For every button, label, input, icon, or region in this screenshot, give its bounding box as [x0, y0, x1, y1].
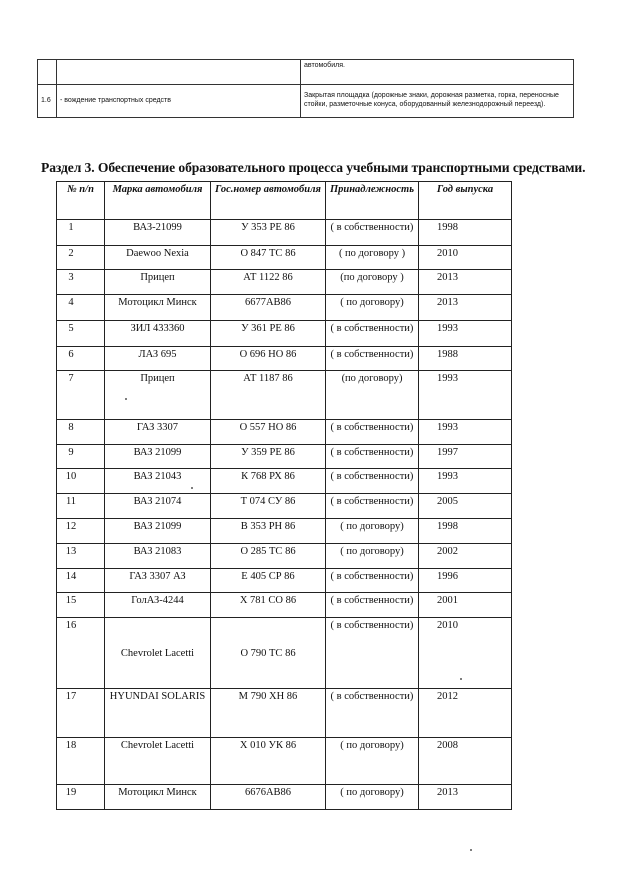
- row-ownership: ( в собственности): [326, 220, 419, 246]
- row-model: HYUNDAI SOLARIS: [105, 689, 211, 738]
- row-plate: Т 074 СУ 86: [211, 494, 326, 519]
- row-ownership: ( в собственности): [326, 420, 419, 445]
- row-plate: О 557 НО 86: [211, 420, 326, 445]
- table-row: [57, 420, 512, 445]
- methods-name: - вождение транспортных средств: [57, 85, 301, 118]
- row-year: 2005: [419, 494, 512, 519]
- row-model: Chevrolet Lacetti: [105, 618, 211, 689]
- header-plate: Гос.номер автомобиля: [211, 182, 326, 220]
- row-plate: Е 405 СР 86: [211, 569, 326, 593]
- table-row: [57, 371, 512, 420]
- row-model: ГАЗ 3307: [105, 420, 211, 445]
- scan-speck: [470, 849, 472, 851]
- row-model: Chevrolet Lacetti: [105, 738, 211, 785]
- row-plate: О 847 ТС 86: [211, 246, 326, 270]
- row-plate: О 696 НО 86: [211, 347, 326, 371]
- header-year: Год выпуска: [419, 182, 512, 220]
- row-plate: АТ 1122 86: [211, 270, 326, 295]
- row-plate: К 768 РХ 86: [211, 469, 326, 494]
- row-year: 2002: [419, 544, 512, 569]
- row-plate: О 790 ТС 86: [211, 618, 326, 689]
- row-num: 15: [57, 593, 105, 618]
- row-num: 8: [57, 420, 105, 445]
- row-ownership: ( в собственности): [326, 593, 419, 618]
- row-num: 14: [57, 569, 105, 593]
- section-title: Раздел 3. Обеспечение образовательного процесса учебными транспортными средствами.: [41, 160, 586, 175]
- row-ownership: (по договору): [326, 371, 419, 420]
- table-row: [57, 689, 512, 738]
- row-ownership: ( по договору): [326, 738, 419, 785]
- row-year: 1993: [419, 321, 512, 347]
- table-row: [57, 270, 512, 295]
- scan-speck: [125, 398, 127, 400]
- row-num: 12: [57, 519, 105, 544]
- row-ownership: ( по договору): [326, 519, 419, 544]
- row-year: 1998: [419, 519, 512, 544]
- methods-row: [38, 85, 574, 118]
- table-row: [57, 445, 512, 469]
- table-row: [57, 593, 512, 618]
- table-row: [57, 785, 512, 810]
- row-year: 2008: [419, 738, 512, 785]
- row-num: 2: [57, 246, 105, 270]
- row-num: 19: [57, 785, 105, 810]
- table-row: [57, 618, 512, 689]
- row-ownership: (по договору ): [326, 270, 419, 295]
- row-ownership: ( в собственности): [326, 618, 419, 689]
- row-year: 2012: [419, 689, 512, 738]
- row-year: 1993: [419, 371, 512, 420]
- row-model: Daewoo Nexia: [105, 246, 211, 270]
- methods-table: [37, 59, 574, 118]
- row-year: 2013: [419, 785, 512, 810]
- row-year: 2010: [419, 618, 512, 689]
- row-year: 1996: [419, 569, 512, 593]
- row-plate: 6676АВ86: [211, 785, 326, 810]
- row-num: 13: [57, 544, 105, 569]
- row-year: 2013: [419, 295, 512, 321]
- row-model: ВАЗ 21099: [105, 445, 211, 469]
- row-model: Мотоцикл Минск: [105, 295, 211, 321]
- row-plate: В 353 РН 86: [211, 519, 326, 544]
- row-plate: М 790 ХН 86: [211, 689, 326, 738]
- row-plate: О 285 ТС 86: [211, 544, 326, 569]
- methods-row: [38, 60, 574, 85]
- row-ownership: ( в собственности): [326, 445, 419, 469]
- row-year: 2013: [419, 270, 512, 295]
- row-num: 10: [57, 469, 105, 494]
- row-year: 2001: [419, 593, 512, 618]
- row-model: ВАЗ-21099: [105, 220, 211, 246]
- vehicles-header-row: [57, 182, 512, 220]
- scan-speck: [460, 678, 462, 680]
- row-year: 1988: [419, 347, 512, 371]
- row-year: 1997: [419, 445, 512, 469]
- vehicles-table: [56, 181, 512, 810]
- row-ownership: ( по договору): [326, 295, 419, 321]
- row-model: Прицеп: [105, 270, 211, 295]
- row-ownership: ( по договору): [326, 544, 419, 569]
- table-row: [57, 295, 512, 321]
- header-num: № п/п: [57, 182, 105, 220]
- row-model: ВАЗ 21074: [105, 494, 211, 519]
- table-row: [57, 544, 512, 569]
- row-model: Мотоцикл Минск: [105, 785, 211, 810]
- row-plate: 6677АВ86: [211, 295, 326, 321]
- row-model: ВАЗ 21099: [105, 519, 211, 544]
- table-row: [57, 569, 512, 593]
- table-row: [57, 220, 512, 246]
- row-model: ГолАЗ-4244: [105, 593, 211, 618]
- row-plate: У 353 РЕ 86: [211, 220, 326, 246]
- table-row: [57, 469, 512, 494]
- row-year: 1993: [419, 469, 512, 494]
- row-plate: АТ 1187 86: [211, 371, 326, 420]
- header-ownership: Принадлежность: [326, 182, 419, 220]
- row-num: 7: [57, 371, 105, 420]
- row-num: 11: [57, 494, 105, 519]
- table-row: [57, 246, 512, 270]
- row-ownership: ( в собственности): [326, 569, 419, 593]
- row-year: 2010: [419, 246, 512, 270]
- row-model: ГАЗ 3307 АЗ: [105, 569, 211, 593]
- row-plate: Х 010 УК 86: [211, 738, 326, 785]
- table-row: [57, 494, 512, 519]
- header-model: Марка автомобиля: [105, 182, 211, 220]
- row-year: 1998: [419, 220, 512, 246]
- row-num: 16: [57, 618, 105, 689]
- row-num: 3: [57, 270, 105, 295]
- row-model: ВАЗ 21043: [105, 469, 211, 494]
- methods-num: 1.6: [38, 85, 57, 118]
- row-plate: У 359 РЕ 86: [211, 445, 326, 469]
- table-row: [57, 738, 512, 785]
- table-row: [57, 519, 512, 544]
- row-model: ЗИЛ 433360: [105, 321, 211, 347]
- row-plate: У 361 РЕ 86: [211, 321, 326, 347]
- row-num: 1: [57, 220, 105, 246]
- scan-speck: [191, 487, 193, 489]
- row-model: Прицеп: [105, 371, 211, 420]
- row-plate: Х 781 СО 86: [211, 593, 326, 618]
- row-ownership: ( по договору): [326, 785, 419, 810]
- methods-num: [38, 60, 57, 85]
- row-num: 4: [57, 295, 105, 321]
- row-ownership: ( в собственности): [326, 347, 419, 371]
- row-ownership: ( в собственности): [326, 689, 419, 738]
- row-year: 1993: [419, 420, 512, 445]
- table-row: [57, 347, 512, 371]
- row-num: 6: [57, 347, 105, 371]
- row-ownership: ( в собственности): [326, 321, 419, 347]
- methods-name: [57, 60, 301, 85]
- row-model: ВАЗ 21083: [105, 544, 211, 569]
- row-num: 5: [57, 321, 105, 347]
- methods-desc: автомобиля.: [301, 60, 574, 85]
- row-model: ЛАЗ 695: [105, 347, 211, 371]
- row-num: 9: [57, 445, 105, 469]
- row-num: 18: [57, 738, 105, 785]
- table-row: [57, 321, 512, 347]
- row-ownership: ( по договору ): [326, 246, 419, 270]
- row-num: 17: [57, 689, 105, 738]
- row-ownership: ( в собственности): [326, 469, 419, 494]
- methods-desc: Закрытая площадка (дорожные знаки, дорожная разметка, горка, переносные стойки, разметочные конуса, оборудованный железнодорожный переезд).: [301, 85, 574, 118]
- row-ownership: ( в собственности): [326, 494, 419, 519]
